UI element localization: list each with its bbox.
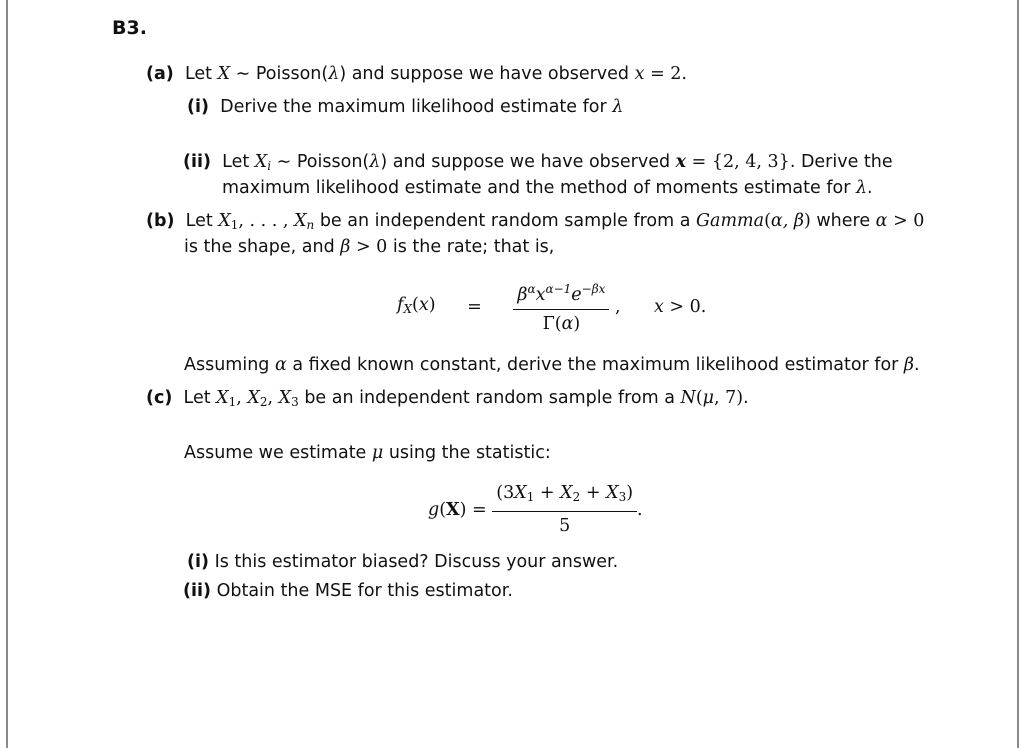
part-a-i-label: (i) bbox=[187, 97, 209, 117]
part-c-i-text: Is this estimator biased? Discuss your answer. bbox=[214, 552, 619, 572]
part-a bbox=[146, 63, 687, 85]
part-b bbox=[146, 210, 924, 236]
part-c-i bbox=[187, 551, 618, 573]
part-c-text: Let $X_1$, $X_2$, $X_3$ be an independent random sample from a N(μ, 7). bbox=[177, 388, 749, 409]
gamma-pdf-fraction bbox=[513, 278, 609, 335]
part-b-label: (b) bbox=[146, 211, 175, 231]
part-a-i bbox=[187, 96, 623, 118]
gamma-pdf-equals: = bbox=[467, 296, 482, 317]
part-a-ii-line1: Let $X_i$ ∼ Poisson(λ) and suppose we have observed x = {2, 4, 3}. Derive the bbox=[216, 152, 893, 173]
part-b-line2: is the shape, and β > 0 is the rate; that is, bbox=[184, 237, 555, 257]
statistic-lhs: g(X) = bbox=[428, 499, 487, 520]
gamma-pdf-lhs: $f_X(x)$ bbox=[397, 294, 436, 316]
question-heading: B3. bbox=[112, 17, 147, 39]
part-c-i-label: (i) bbox=[187, 552, 209, 572]
statistic-end: . bbox=[637, 499, 643, 520]
part-c-ii-text: Obtain the MSE for this estimator. bbox=[216, 581, 513, 601]
part-c-assume: Assume we estimate μ using the statistic: bbox=[184, 443, 551, 463]
page-right-border bbox=[1017, 0, 1019, 748]
statistic-equation bbox=[428, 482, 643, 538]
part-c-ii-label: (ii) bbox=[183, 581, 211, 601]
gamma-pdf-condition: , x > 0. bbox=[615, 296, 707, 317]
gamma-pdf-denominator: Γ(α) bbox=[542, 314, 581, 334]
part-a-label: (a) bbox=[146, 64, 174, 84]
part-c-ii bbox=[183, 580, 513, 602]
part-a-ii-label: (ii) bbox=[183, 152, 211, 172]
part-b-assume: Assuming α a fixed known constant, derive the maximum likelihood estimator for β. bbox=[184, 355, 920, 375]
gamma-pdf-equation bbox=[397, 278, 706, 338]
part-c-label: (c) bbox=[146, 388, 173, 408]
part-b-line1: Let $X_1$, . . . , $X_n$ be an independent random sample from a Gamma(α, β) where α > 0 bbox=[180, 211, 925, 232]
part-c bbox=[146, 387, 749, 413]
page-left-border bbox=[6, 0, 8, 748]
statistic-numerator: $(3X_1 + X_2 + X_3)$ bbox=[492, 482, 637, 512]
gamma-pdf-numerator: $\beta^\alpha x^{\alpha-1}e^{-\beta x}$ bbox=[513, 278, 609, 310]
statistic-fraction bbox=[492, 482, 637, 537]
statistic-denominator: 5 bbox=[559, 516, 571, 536]
part-a-ii-line2: maximum likelihood estimate and the method of moments estimate for λ. bbox=[222, 178, 873, 198]
part-a-i-text: Derive the maximum likelihood estimate for λ bbox=[214, 97, 624, 117]
part-a-ii bbox=[183, 151, 893, 177]
part-a-text: Let X ∼ Poisson(λ) and suppose we have observed x = 2. bbox=[179, 64, 687, 84]
